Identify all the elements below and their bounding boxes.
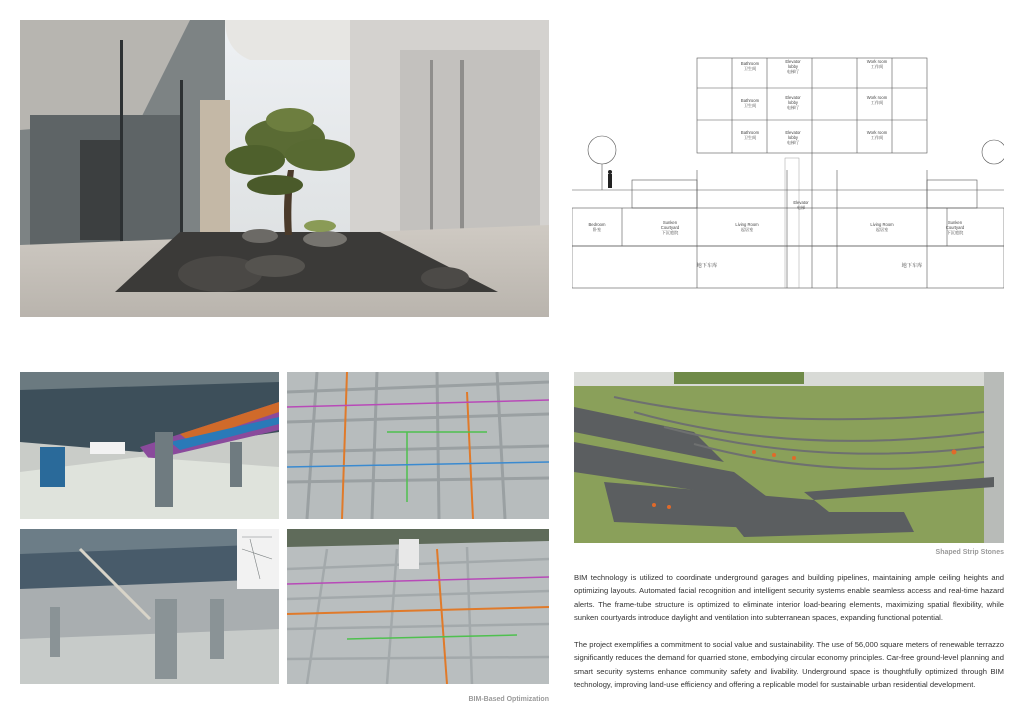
bim-garage-interior-view xyxy=(20,529,279,684)
description-paragraph-1: BIM technology is utilized to coordinate underground garages and building pipelines, maintaining ample ceiling heights and optimizing layouts. Automated facial recognition and intelligent security systems enable seamless access and real-time hazard alerts. The frame-tube structure is optimized to eliminate interior load-bearing elements, maximizing spatial flexibility, while sunken courtyards introduce daylight and ventilation into subterranean spaces, expanding functional potential. xyxy=(574,573,1004,622)
bim-pipe-perspective-view xyxy=(287,529,549,684)
work-room-label-3: Work room 工作间 xyxy=(866,130,888,140)
strip-stones-render xyxy=(574,372,1004,543)
strip-stones-caption: Shaped Strip Stones xyxy=(935,549,1004,556)
garage-label-left: 地下车库 xyxy=(696,263,718,269)
elevator-lobby-label-2: Elevator lobby 电梯厅 xyxy=(785,95,801,110)
elevator-lobby-label-3: Elevator lobby 电梯厅 xyxy=(785,130,801,145)
sunken-courtyard-label-left: Sunken Courtyard 下沉庭院 xyxy=(660,220,680,235)
living-room-label-right: Living Room 起居室 xyxy=(870,222,894,232)
courtyard-photo xyxy=(20,20,549,317)
elevator-label: Elevator 电梯 xyxy=(793,200,809,210)
building-section-drawing xyxy=(572,50,1004,290)
living-room-label-left: Living Room 起居室 xyxy=(735,222,759,232)
bathroom-label-3: Bathroom 卫生间 xyxy=(740,130,760,140)
bim-garage-view xyxy=(20,372,279,519)
sunken-courtyard-label-right: Sunken Courtyard 下沉庭院 xyxy=(945,220,965,235)
bim-pipe-network-view xyxy=(287,372,549,519)
garage-label-right: 地下车库 xyxy=(901,263,923,269)
work-room-label-2: Work room 工作间 xyxy=(866,95,888,105)
bim-caption: BIM-Based Optimization xyxy=(468,696,549,703)
bedroom-label: Bedroom 卧室 xyxy=(588,222,606,232)
bathroom-label-2: Bathroom 卫生间 xyxy=(740,98,760,108)
work-room-label-1: Work room 工作间 xyxy=(866,59,888,69)
description-paragraph-2: The project exemplifies a commitment to social value and sustainability. The use of 56,000 square meters of renewable terrazzo significantly reduces the demand for quarried stone, embodying circular economy principles. Car-free ground-level planning and smart security systems enhance community safety and livability. Underground space is thoughtfully optimized through BIM technology, improving land-use efficiency and offering a replicable model for sustainable urban residential development. xyxy=(574,640,1004,689)
elevator-lobby-label-1: Elevator lobby 电梯厅 xyxy=(785,59,801,74)
bathroom-label-1: Bathroom 卫生间 xyxy=(740,61,760,71)
